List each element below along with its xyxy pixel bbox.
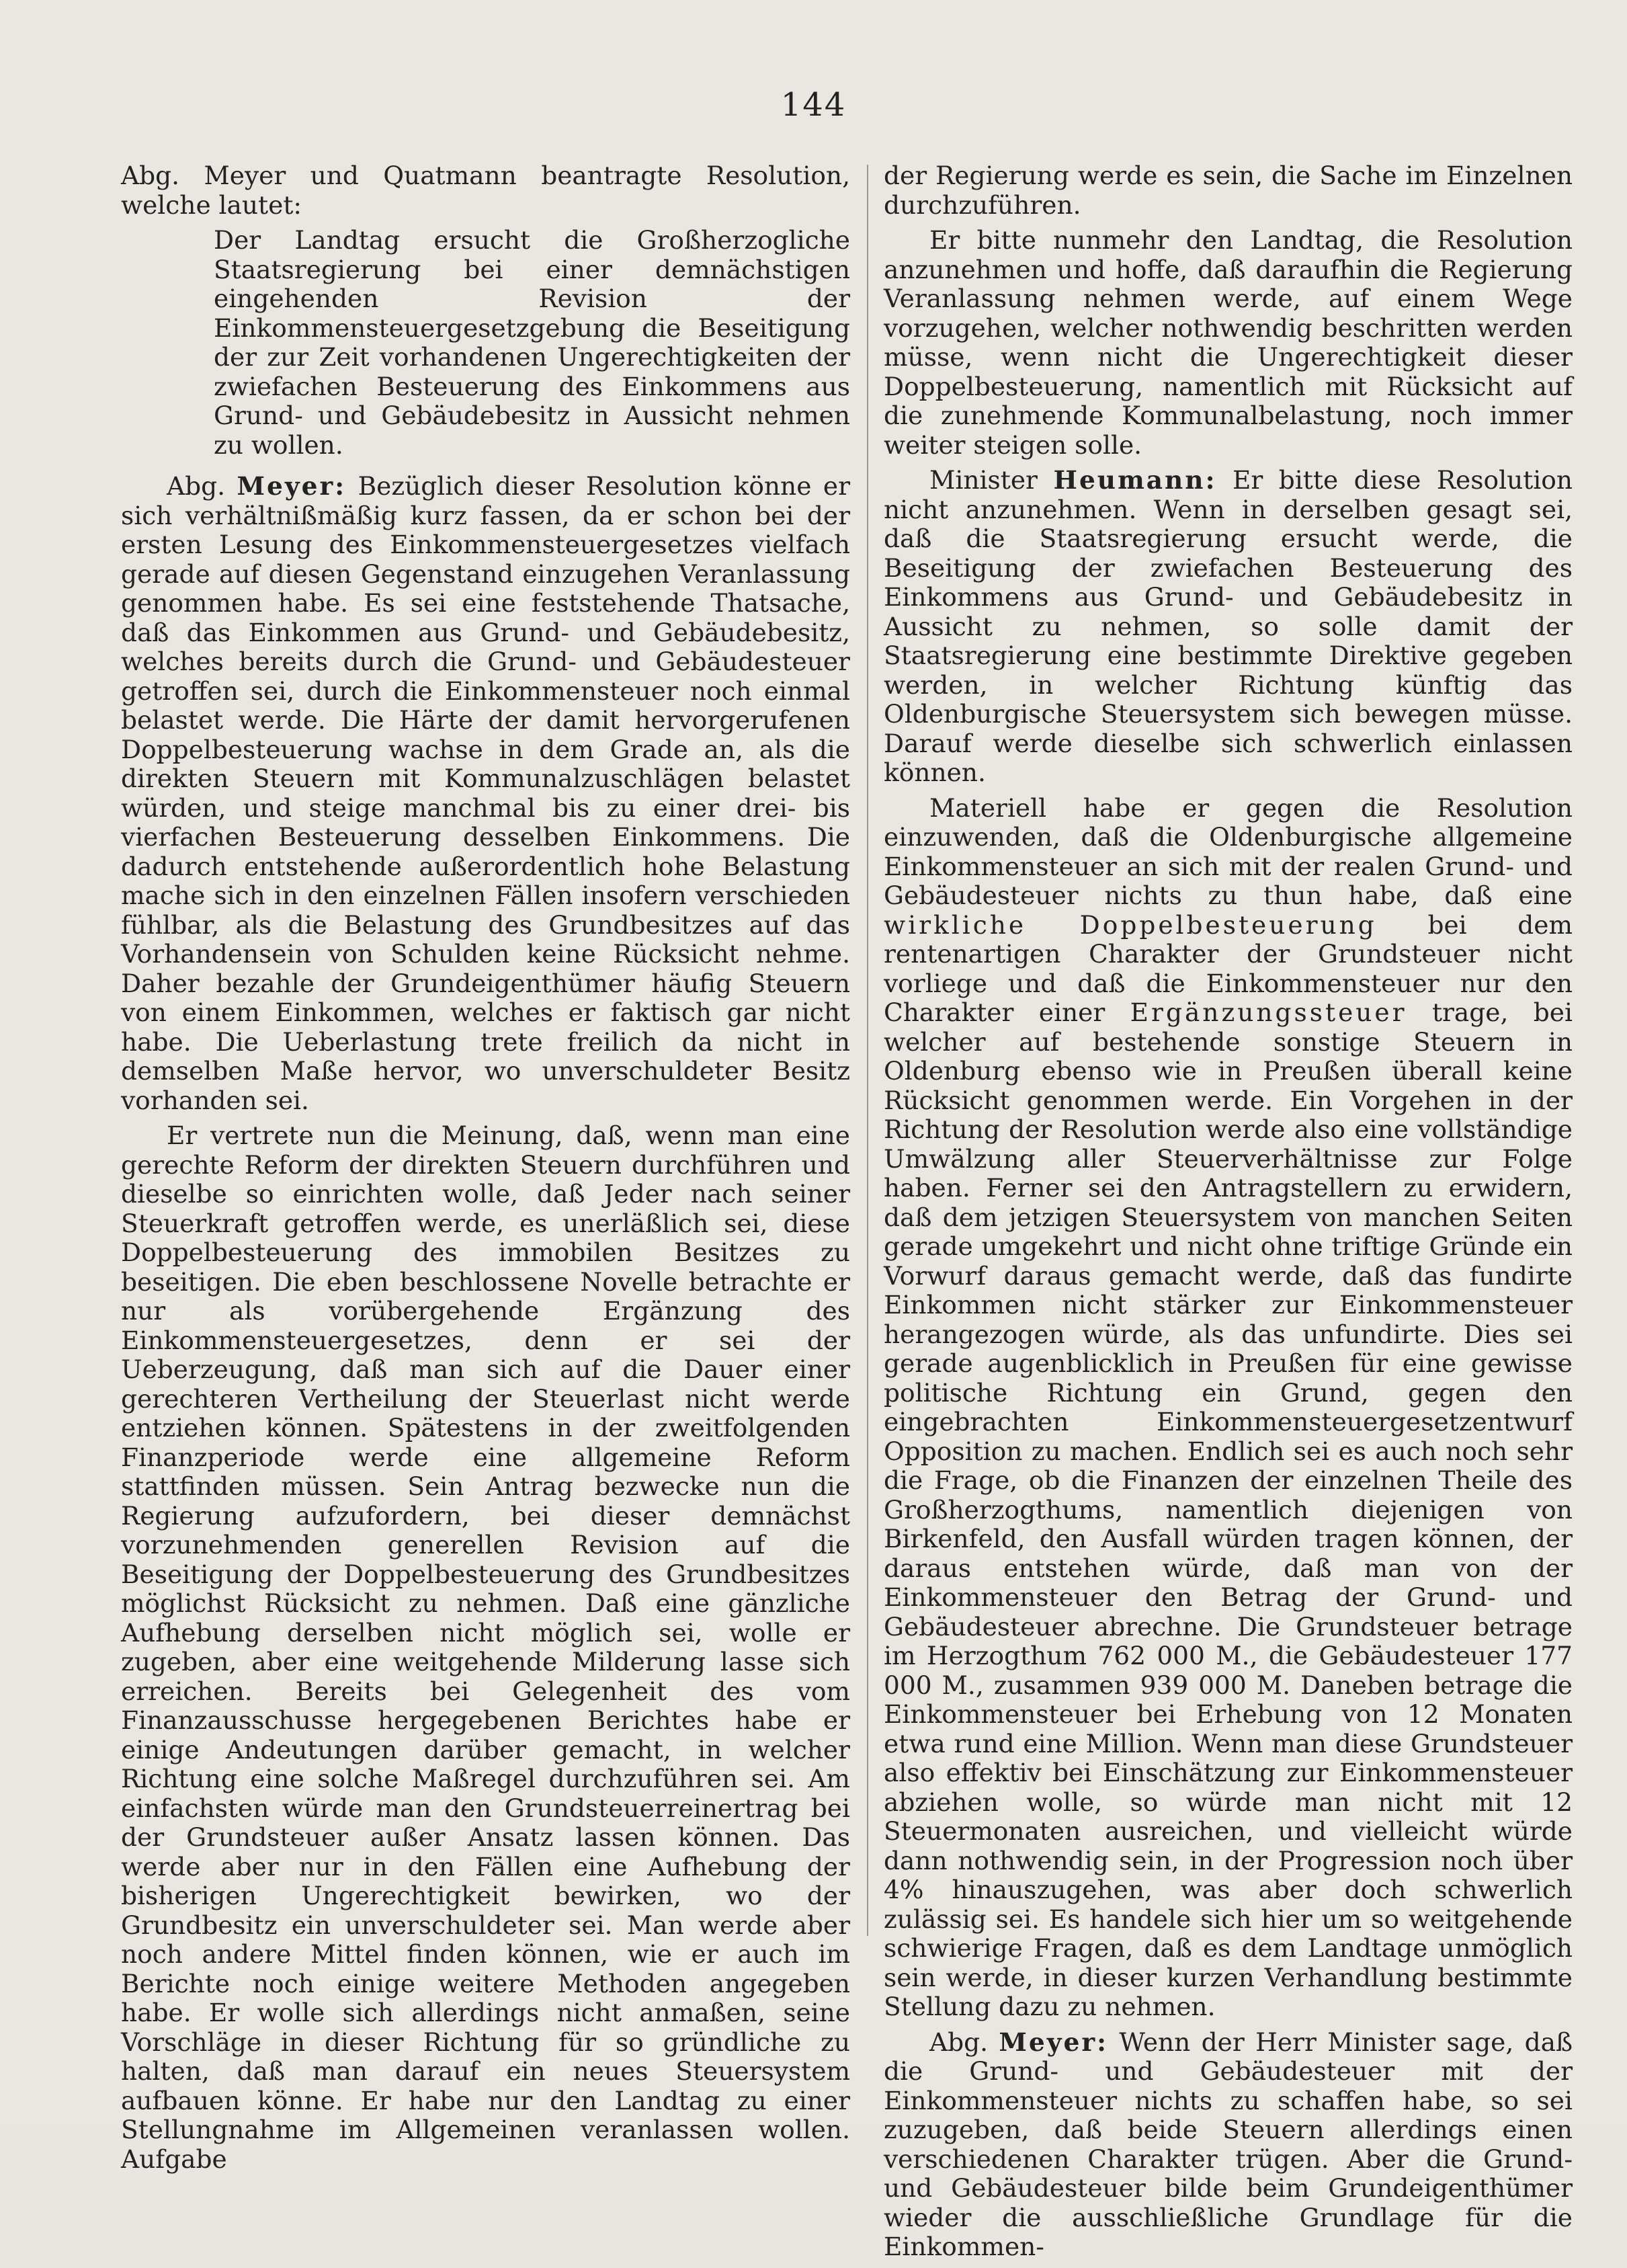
- paragraph-text: trage, bei welcher auf bestehende sonstige Steuern in Oldenburg ebenso wie in Preußen überall keine Rücksicht genommen werde. Ein Vorgehen in der Richtung der Resolution werde also eine vollständige Umwälzung aller Steuerverhältnisse zur Folge haben. Ferner sei den Antragstellern zu erwidern, daß dem jetzigen Steuersystem von manchen Seiten gerade umgekehrt und nicht ohne triftige Gründe ein Vorwurf daraus gemacht werde, daß das fundirte Einkommen nicht stärker zur Einkommensteuer herangezogen würde, als das unfundirte. Dies sei gerade augenblicklich in Preußen für eine gewisse politische Richtung ein Grund, gegen den eingebrachten Einkommensteuergesetzentwurf Opposition zu machen. Endlich sei es auch noch sehr die Frage, ob die Finanzen der einzelnen Theile des Großherzogthums, namentlich diejenigen von Birkenfeld, den Ausfall würden tragen können, der daraus entstehen würde, daß man von der Einkommensteuer den Betrag der Grund- und Gebäudesteuer abrechne. Die Grundsteuer betrage im Herzogthum 762 000 M., die Gebäudesteuer 177 000 M., zusammen 939 000 M. Daneben betrage die Einkommensteuer bei Erhebung von 12 Monaten etwa rund eine Million. Wenn man diese Grundsteuer also effektiv bei Einschätzung zur Einkommensteuer abziehen wolle, so würde man nicht mit 12 Steuermonaten ausreichen, und vielleicht würde dann nothwendig sein, in der Progression noch über 4% hinauszugehen, was aber doch schwerlich zulässig sei. Es handele sich hier um so weitgehende schwierige Fragen, daß es dem Landtage unmöglich sein werde, in dieser kurzen Verhandlung bestimmte Stellung dazu zu nehmen.: [884, 998, 1573, 2021]
- right-column: [884, 161, 1573, 2268]
- paragraph-text: Materiell habe er gegen die Resolution einzuwenden, daß die Oldenburgische allgemeine Einkommensteuer an sich mit der realen Grund- und Gebäudesteuer nichts zu thun habe, daß eine: [884, 793, 1573, 910]
- speaker-name: Heumann:: [1053, 465, 1217, 495]
- column-divider: [867, 165, 868, 1936]
- paragraph-meyer-2: Er vertrete nun die Meinung, daß, wenn man eine gerechte Reform der direkten Steuern durchführen und dieselbe so einrichten wolle, daß Jeder nach seiner Steuerkraft getroffen werde, es unerläßlich sei, diese Doppelbesteuerung des immobilen Besitzes zu beseitigen. Die eben beschlossene Novelle betrachte er nur als vorübergehende Ergänzung des Einkommensteuergesetzes, denn er sei der Ueberzeugung, daß man sich auf die Dauer einer gerechteren Vertheilung der Steuerlast nicht werde entziehen können. Spätestens in der zweitfolgenden Finanzperiode werde eine allgemeine Reform stattfinden müssen. Sein Antrag bezwecke nun die Regierung aufzufordern, bei dieser demnächst vorzunehmenden generellen Revision auf die Beseitigung der Doppelbesteuerung des Grundbesitzes möglichst Rücksicht zu nehmen. Daß eine gänzliche Aufhebung derselben nicht möglich sei, wolle er zugeben, aber eine weitgehende Milderung lasse sich erreichen. Bereits bei Gelegenheit des vom Finanzausschusse hergegebenen Berichtes habe er einige Andeutungen darüber gemacht, in welcher Richtung eine solche Maßregel durchzuführen sei. Am einfachsten würde man den Grundsteuerreinertrag bei der Grundsteuer außer Ansatz lassen können. Das werde aber nur in den Fällen eine Aufhebung der bisherigen Ungerechtigkeit bewirken, wo der Grundbesitz ein unverschuldeter sei. Man werde aber noch andere Mittel finden können, wie er auch im Berichte noch einige weitere Methoden angegeben habe. Er wolle sich allerdings nicht anmaßen, seine Vorschläge in dieser Richtung für so gründliche zu halten, daß man darauf ein neues Steuersystem aufbauen könne. Er habe nur den Landtag zu einer Stellungnahme im Allgemeinen veranlassen wollen. Aufgabe: [121, 1121, 850, 2174]
- speaker-title: Abg.: [167, 471, 226, 501]
- speaker-name: Meyer:: [237, 471, 347, 501]
- resolution-intro: Abg. Meyer und Quatmann beantragte Resolution, welche lautet:: [121, 161, 850, 220]
- paragraph-meyer-1: [121, 472, 850, 1115]
- paragraph-meyer-3: [884, 2028, 1573, 2262]
- paragraph-text: bei dem rentenartigen Charakter der Grundsteuer nicht vorliege und daß die Einkommensteuer nur den Charakter einer: [884, 909, 1573, 1027]
- resolution-quote: Der Landtag ersucht die Großherzogliche Staatsregierung bei einer demnächstigen eingehenden Revision der Einkommensteuergesetzgebung die Beseitigung der zur Zeit vorhandenen Ungerechtigkeiten der zwiefachen Besteuerung des Einkommens aus Grund- und Gebäudebesitz in Aussicht nehmen zu wollen.: [214, 225, 850, 460]
- emphasized-term: Ergänzungssteuer: [1130, 998, 1407, 1027]
- speaker-name: Meyer:: [999, 2027, 1108, 2057]
- page-number: 144: [780, 86, 847, 124]
- paragraph-continuation: der Regierung werde es sein, die Sache im Einzelnen durchzuführen.: [884, 161, 1573, 220]
- paragraph-request: Er bitte nunmehr den Landtag, die Resolution anzunehmen und hoffe, daß daraufhin die Regierung Veranlassung nehmen werde, auf einem Wege vorzugehen, welcher nothwendig beschritten werden müsse, wenn nicht die Ungerechtigkeit dieser Doppelbesteuerung, namentlich mit Rücksicht auf die zunehmende Kommunalbelastung, noch immer weiter steigen solle.: [884, 225, 1573, 460]
- paragraph-text: Bezüglich dieser Resolution könne er sich verhältnißmäßig kurz fassen, da er schon bei der ersten Lesung des Einkommensteuergesetzes vielfach gerade auf diesen Gegenstand einzugehen Veranlassung genommen habe. Es sei eine feststehende Thatsache, daß das Einkommen aus Grund- und Gebäudebesitz, welches bereits durch die Grund- und Gebäudesteuer getroffen sei, durch die Einkommensteuer noch einmal belastet werde. Die Härte der damit hervorgerufenen Doppelbesteuerung wachse in dem Grade an, als die direkten Steuern mit Kommunalzuschlägen belastet würden, und steige manchmal bis zu einer drei- bis vierfachen Besteuerung desselben Einkommens. Die dadurch entstehende außerordentlich hohe Belastung mache sich in den einzelnen Fällen insofern verschieden fühlbar, als die Belastung des Grundbesitzes auf das Vorhandensein von Schulden keine Rücksicht nehme. Daher bezahle der Grundeigenthümer häufig Steuern von einem Einkommen, welches er faktisch gar nicht habe. Die Ueberlastung trete freilich da nicht in demselben Maße hervor, wo unverschuldeter Besitz vorhanden sei.: [121, 471, 850, 1115]
- paragraph-heumann-2: [884, 794, 1573, 2022]
- left-column: [121, 161, 850, 2180]
- speaker-title: Minister: [929, 465, 1038, 495]
- paragraph-text: Er bitte diese Resolution nicht anzunehmen. Wenn in derselben gesagt sei, daß die Staatsregierung ersucht werde, die Beseitigung der zwiefachen Besteuerung des Einkommens aus Grund- und Gebäudebesitz in Aussicht zu nehmen, so solle damit der Staatsregierung eine bestimmte Direktive gegeben werden, in welcher Richtung künftig das Oldenburgische Steuersystem sich bewegen müsse. Darauf werde dieselbe sich schwerlich einlassen können.: [884, 465, 1573, 787]
- speaker-title: Abg.: [929, 2027, 989, 2057]
- paragraph-heumann-1: [884, 466, 1573, 788]
- emphasized-term: wirkliche Doppelbesteuerung: [884, 909, 1377, 940]
- paragraph-text: Wenn der Herr Minister sage, daß die Grund- und Gebäudesteuer mit der Einkommensteuer nichts zu schaffen habe, so sei zuzugeben, daß beide Steuern allerdings einen verschiedenen Charakter trügen. Aber die Grund- und Gebäudesteuer bilde beim Grundeigenthümer wieder die ausschließliche Grundlage für die Einkommen-: [884, 2027, 1573, 2261]
